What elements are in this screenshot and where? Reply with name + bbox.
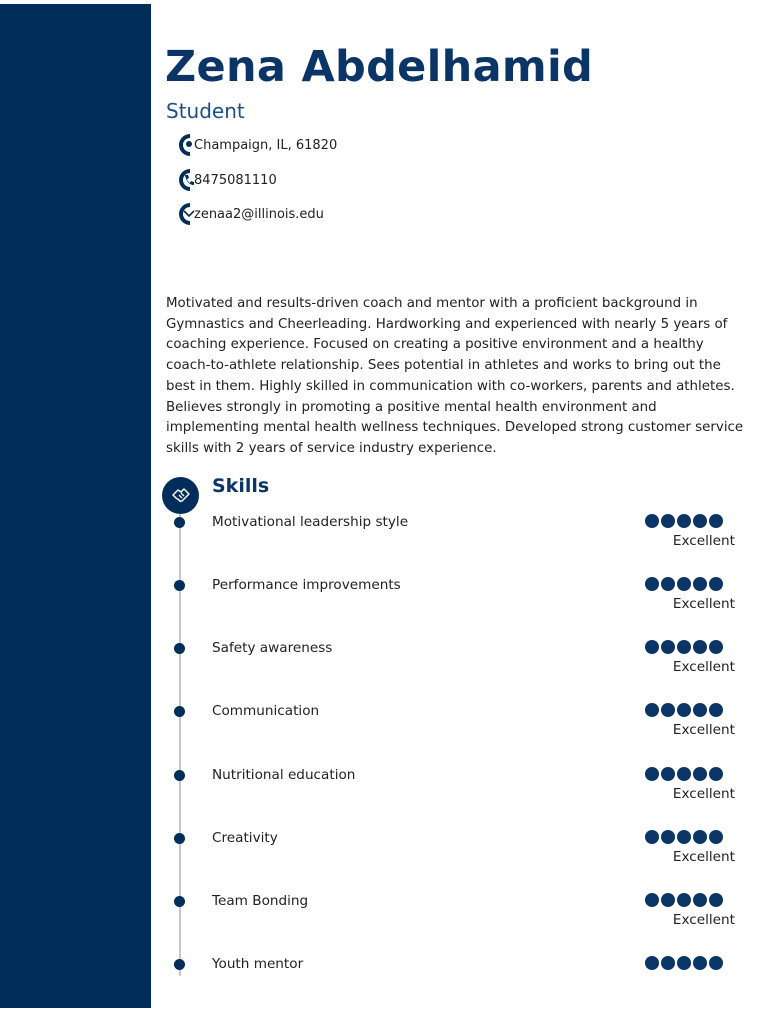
contact-location xyxy=(176,132,337,158)
skill-level: Excellent xyxy=(672,722,735,738)
skill-name: Youth mentor xyxy=(212,956,304,972)
skills-heading: Skills xyxy=(212,475,270,497)
skill-rating xyxy=(645,893,723,907)
skills-badge xyxy=(162,477,199,514)
timeline-dot xyxy=(174,770,185,781)
timeline-dot xyxy=(174,833,185,844)
skill-rating xyxy=(645,577,723,591)
skill-item xyxy=(0,830,768,873)
contact-phone-text: 8475081110 xyxy=(194,172,277,188)
skill-rating xyxy=(645,514,723,528)
skill-rating xyxy=(645,830,723,844)
skill-name: Safety awareness xyxy=(212,640,333,656)
skill-level: Excellent xyxy=(672,786,735,802)
skill-rating xyxy=(645,703,723,717)
skill-name: Motivational leadership style xyxy=(212,514,409,530)
timeline-dot xyxy=(174,517,185,528)
handshake-icon xyxy=(170,483,192,509)
candidate-name: Zena Abdelhamid xyxy=(165,42,594,92)
skill-rating xyxy=(645,767,723,781)
phone-icon xyxy=(176,168,194,192)
skill-name: Team Bonding xyxy=(212,893,309,909)
location-icon xyxy=(176,133,194,157)
skill-item xyxy=(0,767,768,810)
skill-name: Creativity xyxy=(212,830,278,846)
skill-rating xyxy=(645,956,723,970)
skill-name: Performance improvements xyxy=(212,577,401,593)
skill-item xyxy=(0,703,768,746)
professional-summary: Motivated and results-driven coach and mentor with a proficient background in Gymnastics and Cheerleading. Hardworking and experienced with nearly 5 years of coaching experience. Focused on creating a positive environment and a healthy coach-to-athlete relationship. Sees potential in athletes and works to bring out the best in them. Highly skilled in communication with co-workers, parents and athletes. Believes strongly in promoting a positive mental health environment and implementing mental health wellness techniques. Developed strong customer service skills with 2 years of service industry experience. xyxy=(166,296,744,456)
skill-name: Nutritional education xyxy=(212,767,356,783)
timeline-dot xyxy=(174,643,185,654)
skill-item xyxy=(0,514,768,557)
email-icon xyxy=(176,202,194,226)
contact-email xyxy=(176,201,324,227)
skill-level: Excellent xyxy=(672,912,735,928)
contact-email-text: zenaa2@illinois.edu xyxy=(194,206,324,222)
timeline-dot xyxy=(174,959,185,970)
timeline-dot xyxy=(174,706,185,717)
skill-level: Excellent xyxy=(672,533,735,549)
skill-item xyxy=(0,577,768,620)
skill-rating xyxy=(645,640,723,654)
skill-item xyxy=(0,893,768,936)
timeline-dot xyxy=(174,896,185,907)
candidate-title: Student xyxy=(166,99,245,123)
skill-item xyxy=(0,956,768,999)
skill-item xyxy=(0,640,768,683)
skill-name: Communication xyxy=(212,703,320,719)
skill-level: Excellent xyxy=(672,849,735,865)
skill-level: Excellent xyxy=(672,596,735,612)
contact-location-text: Champaign, IL, 61820 xyxy=(194,137,338,153)
skill-level: Excellent xyxy=(672,659,735,675)
contact-phone xyxy=(176,167,277,193)
timeline-dot xyxy=(174,580,185,591)
